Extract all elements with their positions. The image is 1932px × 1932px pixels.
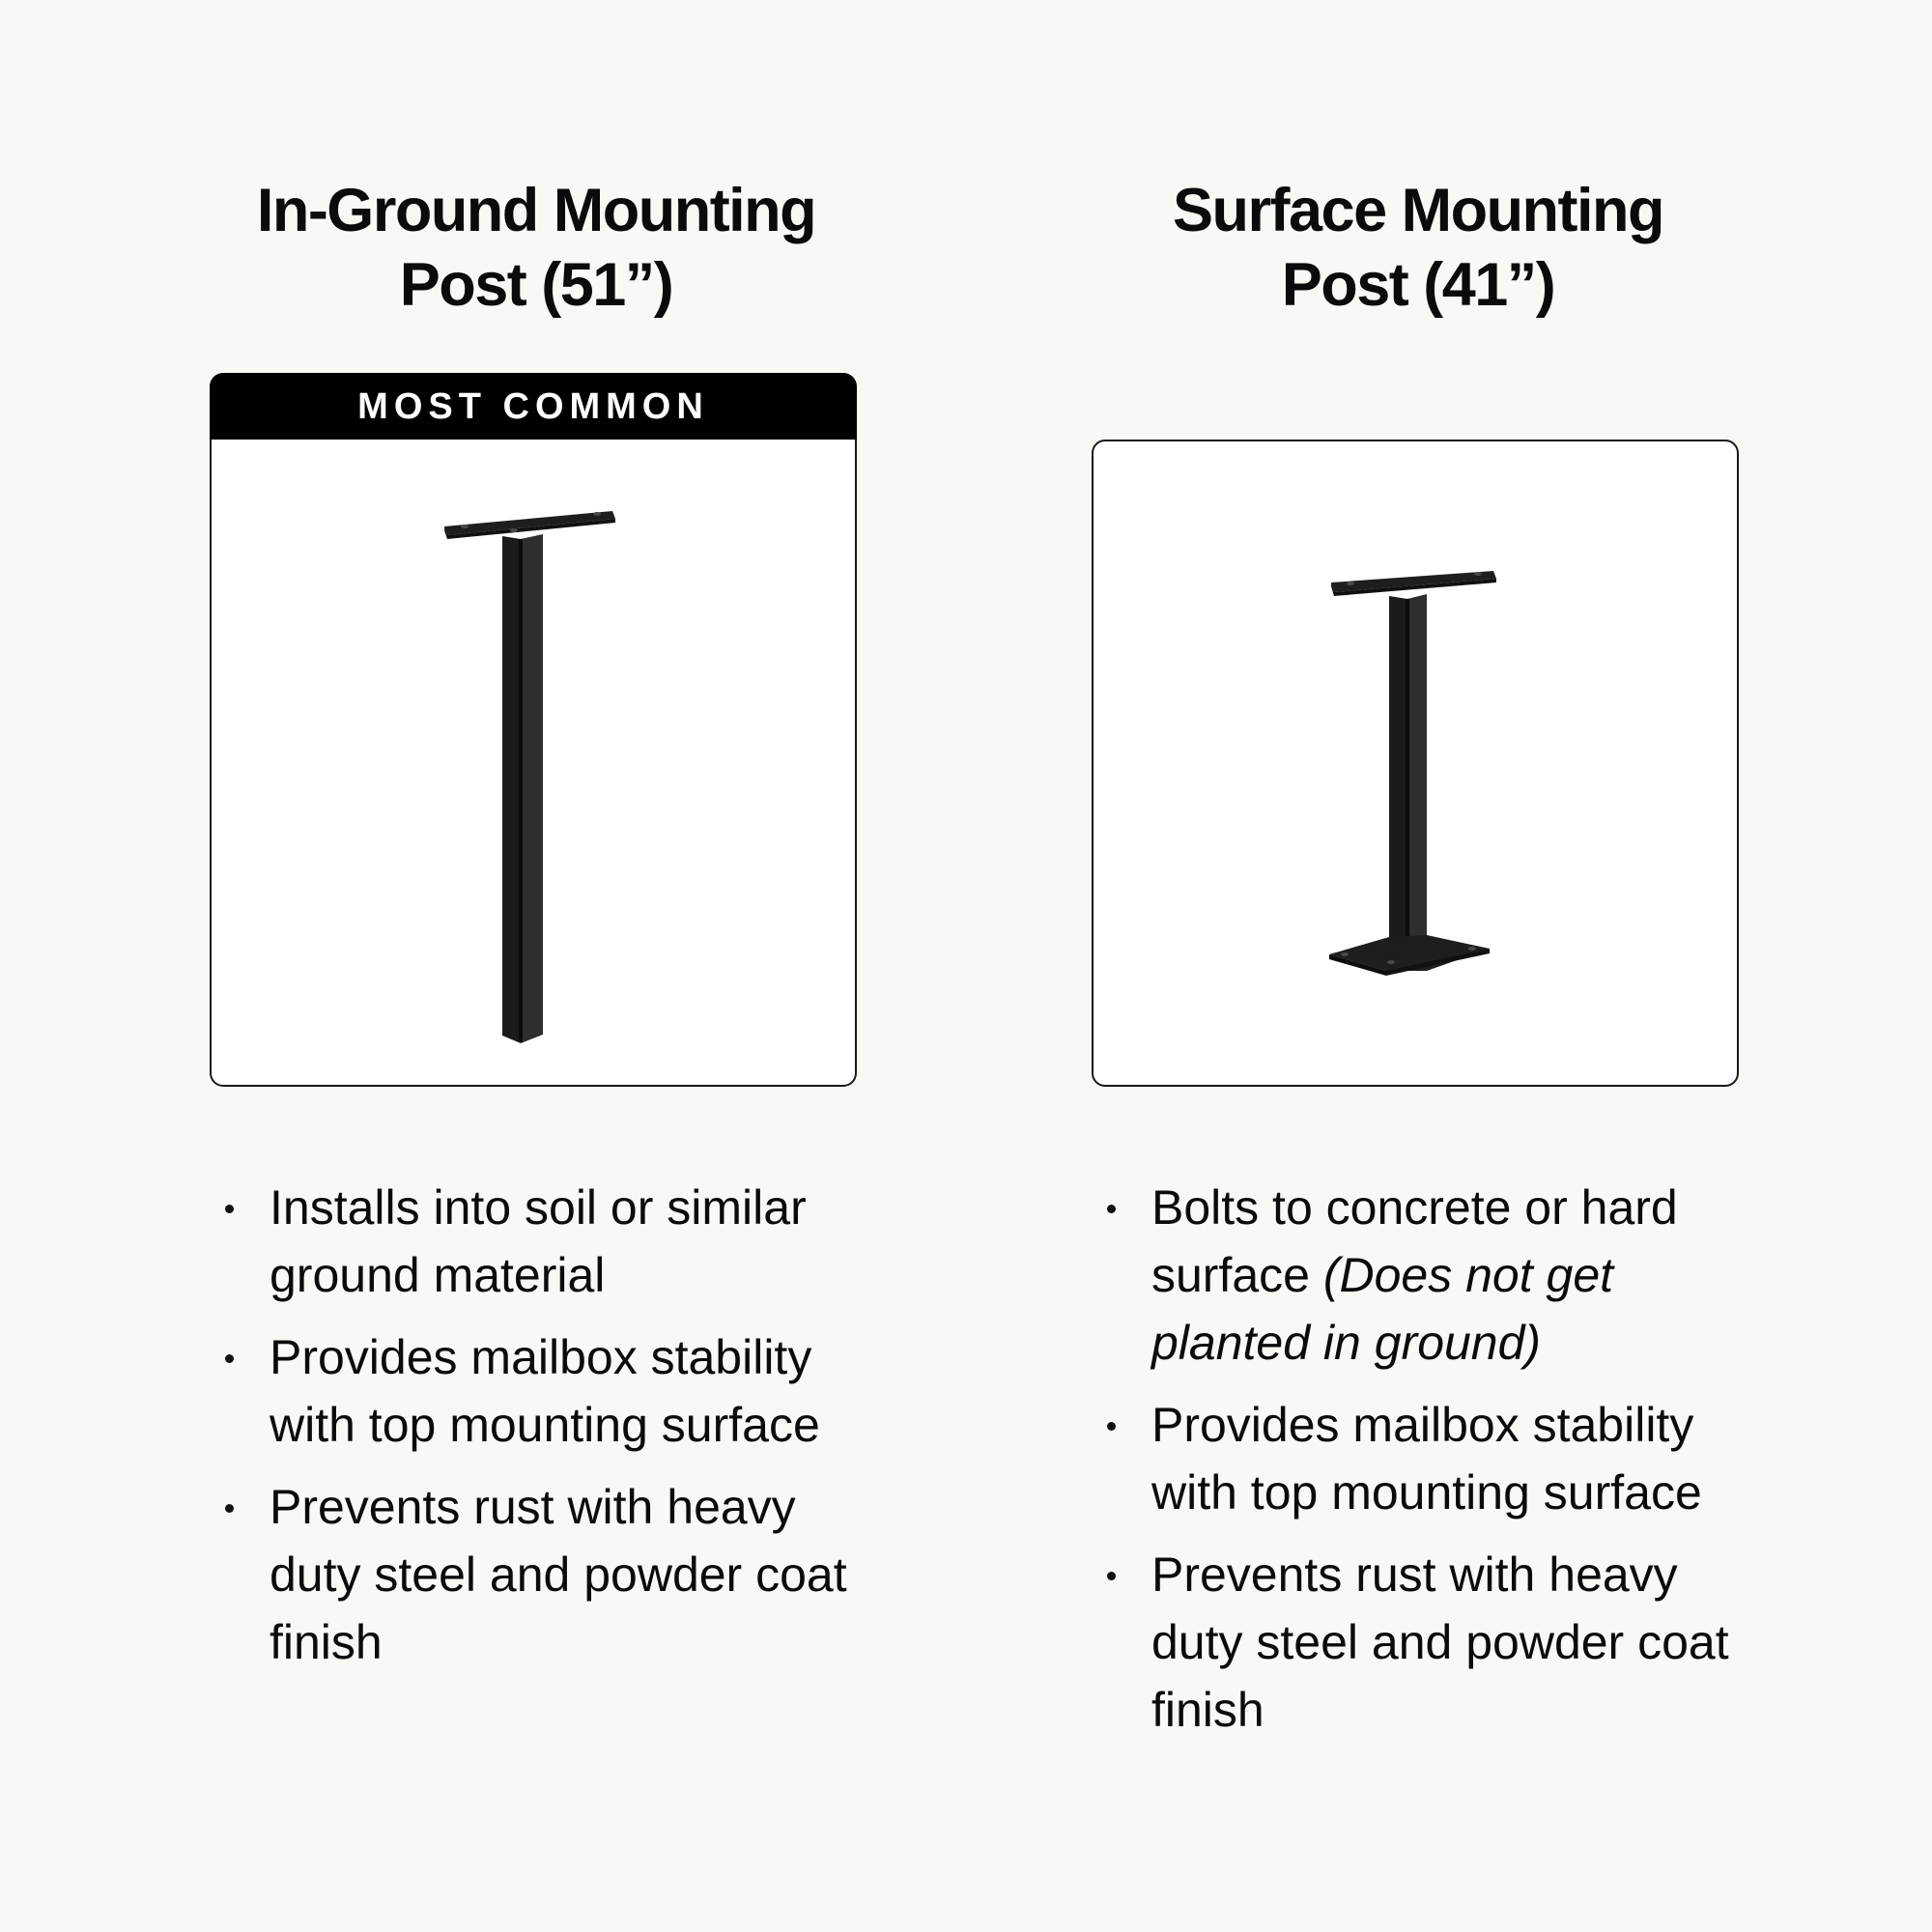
bolt-hole: [1468, 947, 1476, 951]
list-item: Bolts to concrete or hard surface (Does not get planted in ground): [1090, 1174, 1766, 1377]
in-ground-post-card: [210, 440, 857, 1087]
bolt-hole: [1474, 572, 1482, 576]
bolt-hole: [1341, 952, 1349, 956]
list-item: Installs into soil or similar ground material: [208, 1174, 884, 1309]
surface-features-list: [1090, 1174, 1766, 1758]
bolt-hole: [1347, 582, 1354, 585]
list-item: Prevents rust with heavy duty steel and powder coat finish: [208, 1473, 884, 1676]
post-shaft: [502, 536, 521, 1043]
list-item: Provides mailbox stability with top mounting surface: [1090, 1391, 1766, 1526]
surface-post-title: [1090, 174, 1747, 323]
bolt-hole: [593, 512, 601, 516]
list-item: Prevents rust with heavy duty steel and powder coat finish: [1090, 1541, 1766, 1744]
in-ground-features-list: [208, 1174, 884, 1690]
most-common-badge: MOST COMMON: [210, 373, 857, 440]
bolt-hole: [1387, 960, 1395, 964]
surface-post-column: [1090, 0, 1747, 1932]
in-ground-post-title: [208, 174, 865, 323]
list-item: Provides mailbox stability with top mounting surface: [208, 1323, 884, 1459]
title-line-2: Post (51”): [399, 251, 673, 320]
bolt-hole: [510, 528, 518, 532]
in-ground-post-column: [208, 0, 865, 1932]
post-shaft: [1389, 596, 1407, 947]
title-line-2: Post (41”): [1281, 251, 1555, 320]
title-line-1: Surface Mounting: [1173, 177, 1663, 245]
surface-post-card: [1092, 440, 1739, 1087]
bolt-hole: [461, 525, 469, 528]
in-ground-post-icon: [212, 440, 857, 1087]
surface-post-icon: [1094, 441, 1739, 1087]
title-line-1: In-Ground Mounting: [256, 177, 816, 245]
